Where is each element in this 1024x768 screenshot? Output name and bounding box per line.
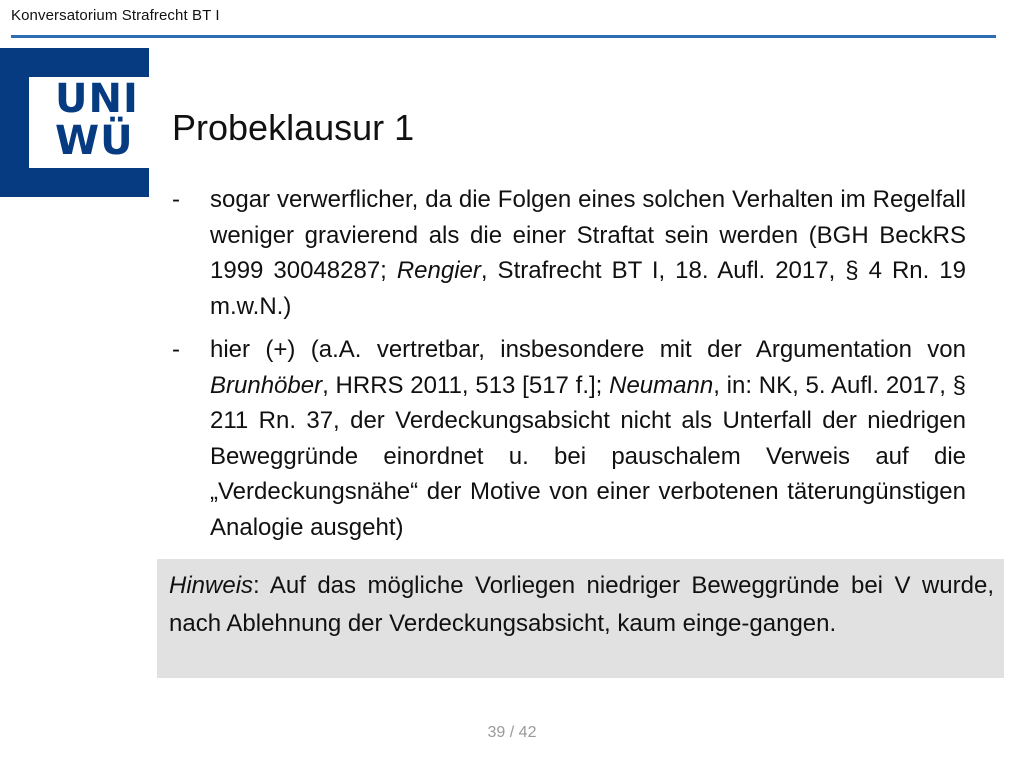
bullet-dash: - <box>172 186 180 213</box>
bullet-text: hier (+) (a.A. vertretbar, insbesondere mit der Argumentation von <box>210 336 966 363</box>
page-total: 42 <box>518 724 537 741</box>
page-indicator <box>0 724 1024 742</box>
logo-line-2: WÜ <box>55 118 134 164</box>
hint-label: Hinweis <box>169 572 254 599</box>
bullet-text: , in: NK, 5. Aufl. 2017, § 211 Rn. 37, der Verdeckungsabsicht nicht als Unterfall der niedrigen Beweggründe einordnet u. bei pauschalem Verweis auf die „Verdeckungsnähe“ der Motive von einer verbotenen täterungünstigen Analogie ausgeht) <box>210 371 966 541</box>
course-title: Konversatorium Strafrecht BT I <box>11 7 220 24</box>
hint-box <box>157 559 1004 678</box>
logo-line-1: UNI <box>55 76 139 122</box>
page-current: 39 <box>487 724 506 741</box>
hint-text: : Auf das mögliche Vorliegen niedriger Beweggründe bei V wurde, nach Ablehnung der Verdeckungsabsicht, kaum einge-gangen. <box>169 572 994 637</box>
author-name: Brunhöber <box>210 371 323 399</box>
bullet-item <box>172 182 966 324</box>
bullet-text: sogar verwerflicher, da die Folgen eines solchen Verhalten im Regelfall weniger gravierend als die einer Straftat sein werden (BGH BeckRS 1999 30048287; <box>210 186 966 284</box>
logo-wordmark <box>55 78 139 162</box>
bullet-text: , Strafrecht BT I, 18. Aufl. 2017, § 4 Rn. 19 m.w.N.) <box>210 257 966 320</box>
bullet-dash: - <box>172 336 180 363</box>
author-name: Rengier <box>396 257 481 284</box>
header-divider <box>11 35 996 38</box>
bullet-list <box>172 182 966 553</box>
bullet-text: , HRRS 2011, 513 [517 f.]; <box>322 371 610 399</box>
bullet-item <box>172 332 966 545</box>
author-name: Neumann <box>609 371 714 399</box>
university-logo <box>0 48 149 197</box>
page-separator: / <box>505 724 519 741</box>
slide-title: Probeklausur 1 <box>172 107 415 148</box>
